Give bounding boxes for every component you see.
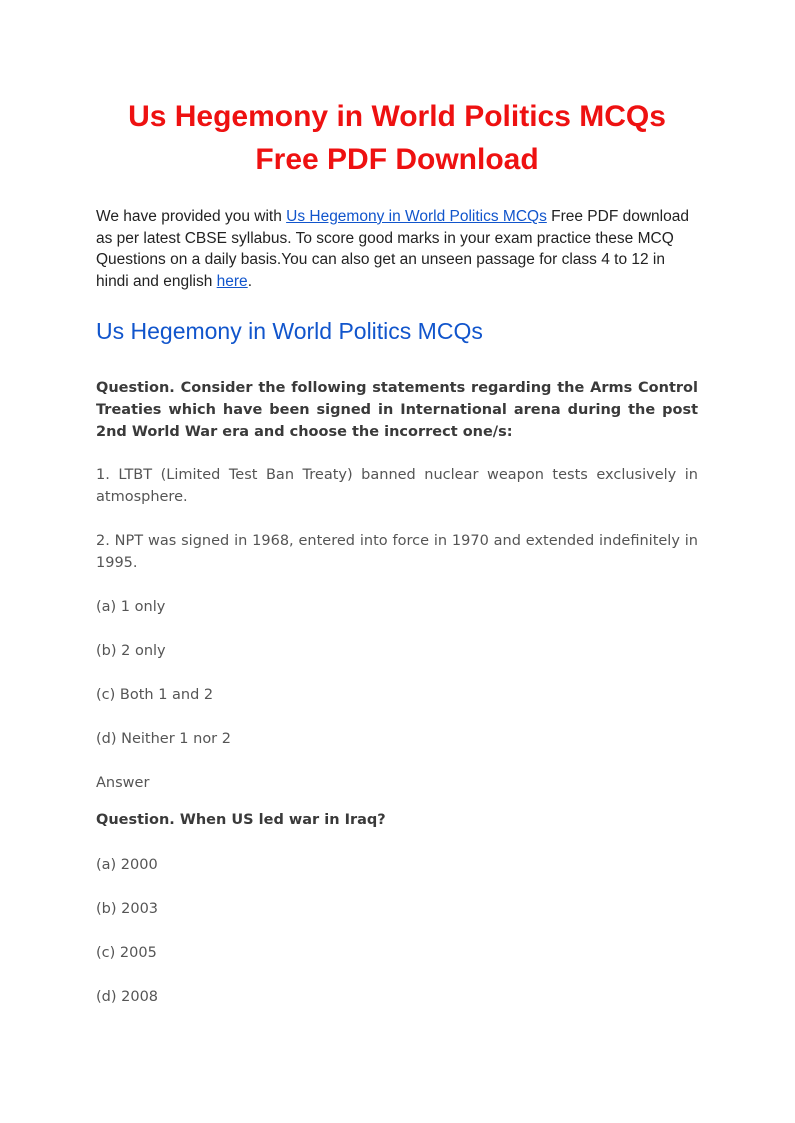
mcqs-link[interactable]: Us Hegemony in World Politics MCQs <box>286 208 547 225</box>
title-line-2: Free PDF Download <box>255 143 539 176</box>
question-2-option-c: (c) 2005 <box>96 945 157 961</box>
question-1-text: Question. Consider the following statements regarding the Arms Control Treaties which have been signed in International arena during the post 2nd World War era and choose the incorrect one/s: <box>96 380 698 440</box>
section-heading: Us Hegemony in World Politics MCQs <box>96 318 483 344</box>
intro-text-middle: Free PDF download as per latest CBSE syllabus. To score good marks in your exam practice these MCQ Questions on a daily basis.You can also get an unseen passage for class 4 to 12 in hindi and english <box>96 208 689 290</box>
question-1-statement-1: 1. LTBT (Limited Test Ban Treaty) banned nuclear weapon tests exclusively in atmosphere. <box>96 467 698 505</box>
intro-text-start: We have provided you with <box>96 208 287 225</box>
question-1-option-a: (a) 1 only <box>96 599 166 615</box>
question-2-text: Question. When US led war in Iraq? <box>96 812 386 828</box>
here-link[interactable]: here <box>216 272 248 290</box>
question-1-option-b: (b) 2 only <box>96 643 166 659</box>
question-2-option-b: (b) 2003 <box>96 901 159 917</box>
intro-paragraph <box>96 206 698 292</box>
page-title <box>96 95 698 181</box>
question-2-option-a: (a) 2000 <box>96 857 158 873</box>
title-line-1: Us Hegemony in World Politics MCQs <box>128 100 666 133</box>
question-1-option-d: (d) Neither 1 nor 2 <box>96 731 231 747</box>
question-1-option-c: (c) Both 1 and 2 <box>96 687 214 703</box>
question-2-option-d: (d) 2008 <box>96 989 159 1005</box>
intro-text-end: . <box>247 272 252 290</box>
question-1-statement-2: 2. NPT was signed in 1968, entered into force in 1970 and extended indefinitely in 1995. <box>96 533 698 571</box>
question-1-answer[interactable]: Answer <box>96 775 150 791</box>
